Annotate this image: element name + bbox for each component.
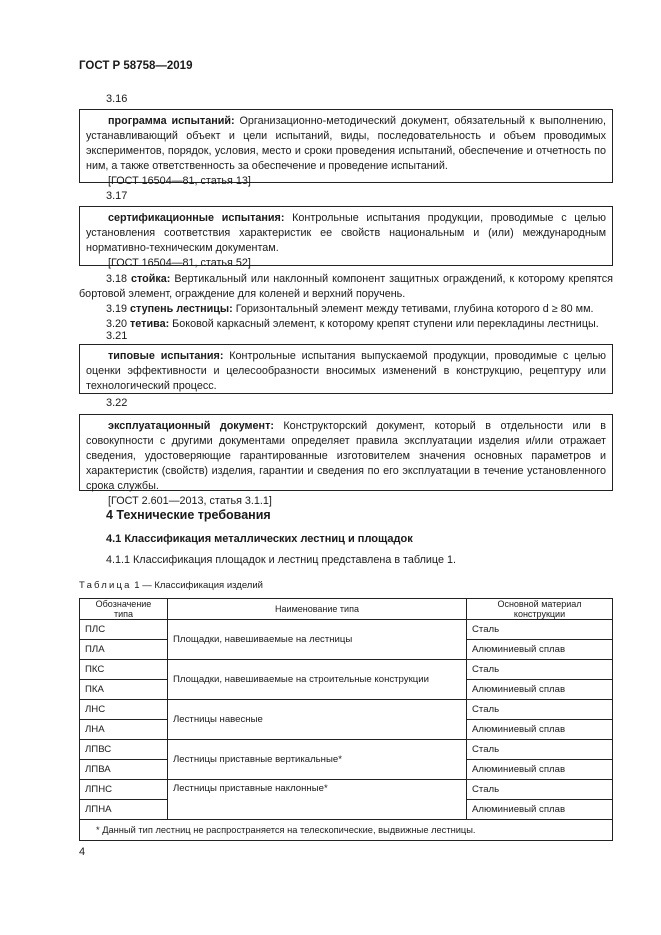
definition-box: [79, 206, 613, 269]
entry-number: 3.21: [106, 330, 128, 342]
subsection-heading: 4.1 Классификация металлических лестниц и площадок: [106, 533, 413, 545]
classification-table: [79, 598, 613, 841]
page-number: 4: [79, 846, 86, 858]
type-name: Лестницы приставные вертикальные*: [168, 740, 467, 780]
definition-text: Контрольные испытания продукции, проводимые с целью установления соответствия характеристик ее свойств национальным и (или) международным нормативно-техническим документам.: [86, 212, 606, 254]
column-header: Обозначение типа: [80, 599, 168, 620]
term: программа испытаний:: [108, 115, 235, 127]
material: Алюминиевый сплав: [467, 640, 613, 660]
paragraph: 4.1.1 Классификация площадок и лестниц представлена в таблице 1.: [106, 554, 456, 566]
entry-number: 3.18: [106, 273, 128, 285]
material: Алюминиевый сплав: [467, 680, 613, 700]
table-row: [80, 740, 613, 760]
table-row: [80, 620, 613, 640]
table-row: [80, 700, 613, 720]
definition-text: Конструкторский документ, который в отдельности или в совокупности с другими документами определяет правила эксплуатации изделия и/или отражает сведения, удостоверяющие гарантированные изготовителем значения основных параметров и характеристик (свойств) изделия, гарантии и сведения по его эксплуатации в течение установленного срока службы.: [86, 420, 606, 492]
reference: [ГОСТ 2.601—2013, статья 3.1.1]: [108, 495, 272, 507]
reference: [ГОСТ 16504—81, статья 13]: [108, 175, 251, 187]
table-row: [80, 660, 613, 680]
type-code: ЛНА: [80, 720, 168, 740]
type-name: Площадки, навешиваемые на лестницы: [168, 620, 467, 660]
entry-number: 3.19: [106, 303, 128, 315]
material: Сталь: [467, 740, 613, 760]
term: эксплуатационный документ:: [108, 420, 274, 432]
document-header: ГОСТ Р 58758—2019: [79, 60, 193, 72]
type-code: ЛПНС: [80, 780, 168, 800]
definition-text: Контрольные испытания выпускаемой продукции, проводимые с целью оценки эффективности и целесообразности вносимых изменений в конструкцию, рецептуру или технологический процесс.: [86, 350, 606, 392]
material: Сталь: [467, 660, 613, 680]
table-row: [80, 780, 613, 800]
table-caption: Таблица 1 — Классификация изделий: [79, 580, 263, 591]
term: тетива:: [130, 318, 170, 330]
column-header: Основной материал конструкции: [467, 599, 613, 620]
reference: [ГОСТ 16504—81, статья 52]: [108, 257, 251, 269]
type-code: ЛПНА: [80, 800, 168, 820]
section-heading: 4 Технические требования: [106, 508, 271, 522]
entry-number: 3.16: [106, 93, 128, 105]
definition-text: Вертикальный или наклонный компонент защитных ограждений, к которому крепятся бортовой элемент, ограждение для коленей и верхний поручень.: [79, 273, 613, 300]
term: ступень лестницы:: [130, 303, 233, 315]
definition-box: [79, 109, 613, 187]
term: сертификационные испытания:: [108, 212, 285, 224]
material: Сталь: [467, 700, 613, 720]
definition-text: Боковой каркасный элемент, к которому крепят ступени или перекладины лестницы.: [169, 318, 599, 330]
entry-number: 3.22: [106, 397, 128, 409]
table-footnote-row: [80, 820, 613, 841]
type-name: Площадки, навешиваемые на строительные конструкции: [168, 660, 467, 700]
plain-definitions: [79, 272, 613, 332]
term: стойка:: [130, 273, 171, 285]
entry-number: 3.20: [106, 318, 128, 330]
type-name: Лестницы навесные: [168, 700, 467, 740]
type-code: ПЛА: [80, 640, 168, 660]
type-code: ПКС: [80, 660, 168, 680]
definition-text: Организационно-методический документ, обязательный к выполнению, устанавливающий объект и цели испытаний, виды, последовательность и объем проводимых экспериментов, порядок, условия, место и сроки проведения испытаний, обеспечение и отчетность по ним, а также ответственность за обеспечение и проведение испытаний.: [86, 115, 606, 172]
type-code: ЛПВА: [80, 760, 168, 780]
definition-box: [79, 414, 613, 507]
term: типовые испытания:: [108, 350, 224, 362]
type-code: ПКА: [80, 680, 168, 700]
material: Сталь: [467, 780, 613, 800]
table-footnote: * Данный тип лестниц не распространяется на телескопические, выдвижные лестницы.: [80, 820, 613, 841]
type-code: ЛПВС: [80, 740, 168, 760]
column-header: Наименование типа: [168, 599, 467, 620]
definition-box: [79, 344, 613, 394]
material: Алюминиевый сплав: [467, 760, 613, 780]
table-header-row: [80, 599, 613, 620]
material: Алюминиевый сплав: [467, 720, 613, 740]
type-code: ЛНС: [80, 700, 168, 720]
definition-text: Горизонтальный элемент между тетивами, глубина которого d ≥ 80 мм.: [232, 303, 594, 315]
material: Сталь: [467, 620, 613, 640]
type-name: Лестницы приставные наклонные*: [168, 780, 467, 820]
entry-number: 3.17: [106, 190, 128, 202]
type-code: ПЛС: [80, 620, 168, 640]
material: Алюминиевый сплав: [467, 800, 613, 820]
